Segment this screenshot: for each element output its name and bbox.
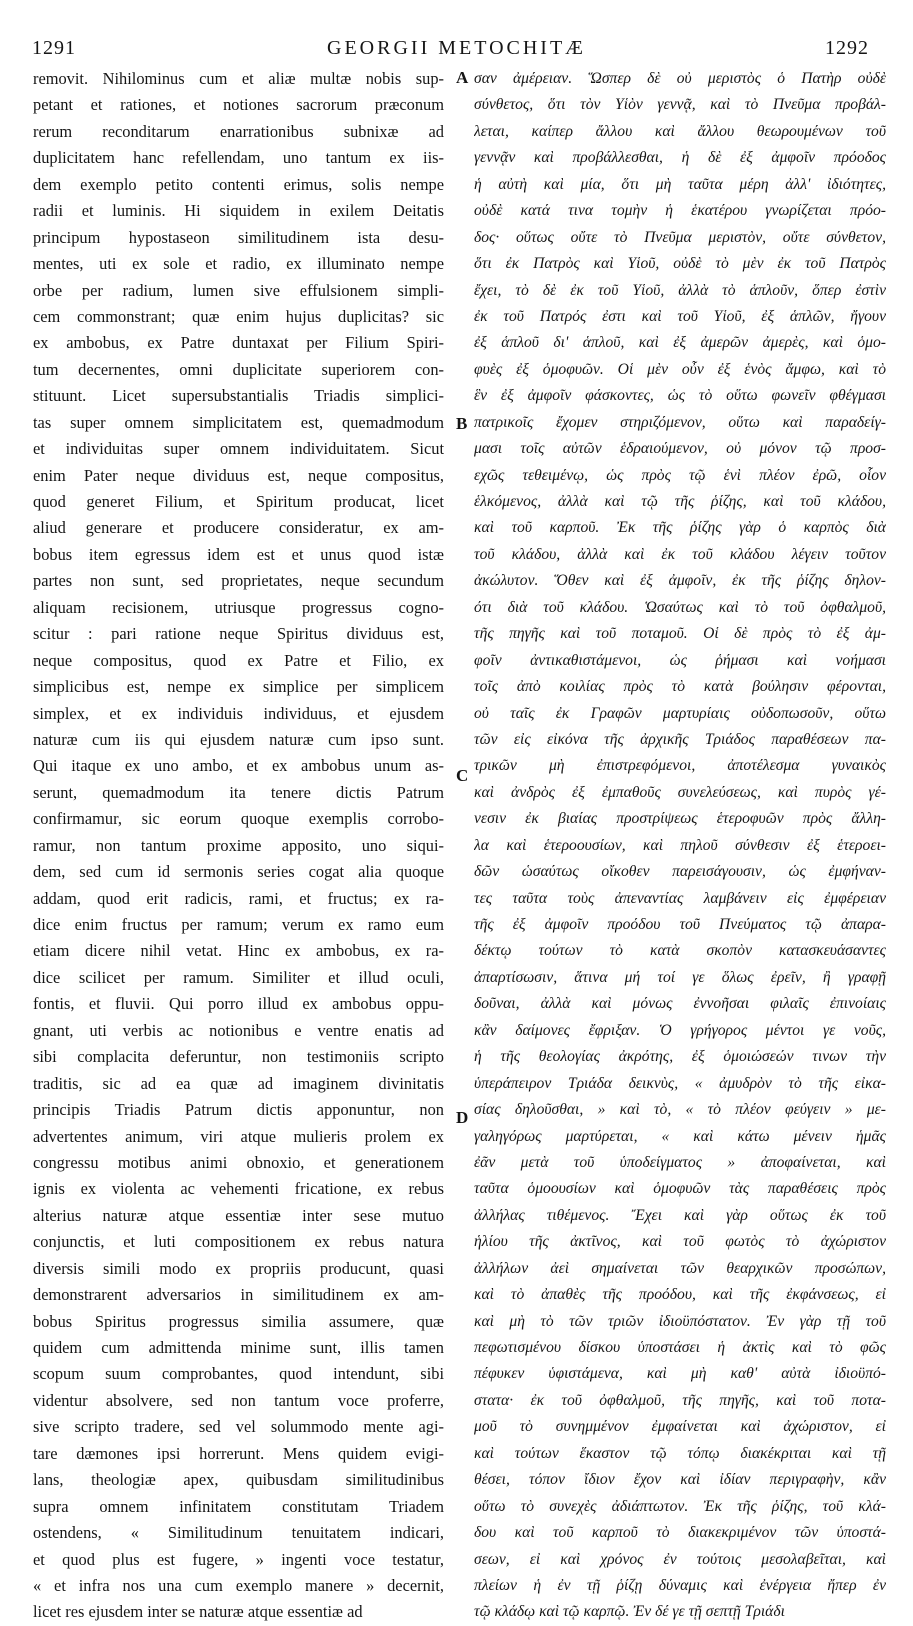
greek-text-line: ἡ τῆς θεολογίας ἀκρότης, ἐξ ὁμοιώσεών τινων τὴν xyxy=(474,1048,886,1066)
greek-text-line: κἂν δαίμονες ἔφριξαν. Ὁ γρήγορος μέντοι γε νοῦς, xyxy=(474,1021,886,1039)
greek-text-line: ἓν ἐξ ἀμφοῖν φάσκοντες, ὡς τὸ οὕτω φωνεῖν φθέγμασι xyxy=(474,387,886,405)
greek-text-line: ὑπεράπειρον Τριάδα δεικνὺς, « ἀμυδρὸν τὸ τῆς εἰκα- xyxy=(474,1074,886,1092)
running-title: GEORGII METOCHITÆ xyxy=(327,37,586,59)
latin-text-line: enim Pater neque dividuus est, neque compositus, xyxy=(33,465,444,485)
greek-text-line: τοῖς ἀπὸ κοιλίας πρὸς τὸ κατὰ βούλησιν φέρονται, xyxy=(474,678,886,696)
greek-text-line: ταῦτα ὁμοουσίων καὶ ὁμοφυῶν τὰς παραθέσεις πρὸς xyxy=(474,1180,886,1198)
greek-text-line: πατρικοῖς ἔχομεν στηριζόμενον, οὕτω καὶ παραδείγ- xyxy=(474,413,886,431)
page-number: 1291 xyxy=(32,37,76,59)
latin-text-line: mentes, uti ex sole et radio, ex illuminato nempe xyxy=(33,254,444,274)
greek-text-line: καὶ μὴ τὸ τῶν τριῶν ἰδιοϋπόστατον. Ἐν γὰρ τῇ τοῦ xyxy=(474,1312,886,1330)
greek-text-line: σύνθετος, ὅτι τὸν Υἱὸν γεννᾷ, καὶ τὸ Πνεῦμα προβάλ- xyxy=(474,96,886,114)
latin-text-line: simplicibus est, nempe ex simplice per simplicem xyxy=(33,677,444,697)
greek-text-line: δου καὶ τοῦ καρποῦ τὸ διακεκριμένον τῶν ὑποστά- xyxy=(474,1524,886,1542)
latin-column xyxy=(33,66,444,1626)
greek-text-line: μοῦ τὸ συνημμένον ἐμφαίνεται καὶ ἀχώριστον, εἰ xyxy=(474,1418,886,1436)
greek-column xyxy=(474,66,886,1626)
greek-text-line: πλείων ἡ ἐν τῇ ῥίζῃ δύναμις καὶ ἐνέργεια ἤπερ ἐν xyxy=(474,1576,886,1594)
greek-text-line: ἀλλήλων ἀεὶ σημαίνεται τῶν θεαρχικῶν προσώπων, xyxy=(474,1259,886,1277)
latin-text-line: lans, theologiæ apex, quibusdam similitudinibus xyxy=(33,1470,444,1490)
greek-text-line: ἀπαρτίσωσιν, ἅτινα μή τοί γε ὅλως ἐρεῖν, ἢ γραφῇ xyxy=(474,968,886,986)
greek-text-line: τῶν εἰς εἰκόνα τῆς ἀρχικῆς Τριάδος παραθέσεων πα- xyxy=(474,730,886,748)
greek-text-line: ἀλλήλας τιθέμενος. Ἔχει καὶ γὰρ οὕτως ἐκ τοῦ xyxy=(474,1206,886,1224)
latin-text-line: supra omnem infinitatem constitutam Triadem xyxy=(33,1496,444,1516)
greek-text-line: τῷ κλάδῳ καὶ τῷ καρπῷ. Ἐν δέ γε τῇ σεπτῇ Τριάδι xyxy=(474,1603,785,1621)
greek-text-line: μασι τοῖς αὐτῶν ἑδραιούμενον, οὐ μόνον τῷ προσ- xyxy=(474,440,886,458)
greek-text-line: ἐκ τοῦ Πατρός ἐστι καὶ τοῦ Υἱοῦ, ἐξ ἁπλῶν, ἤγουν xyxy=(474,307,886,325)
greek-text-line: καὶ ἀνδρὸς ἐξ ἐμπαθοῦς συνελεύσεως, καὶ πυρὸς γέ- xyxy=(474,783,886,801)
greek-text-line: γαληγόρως μαρτύρεται, « καὶ κάτω μένειν ἡμᾶς xyxy=(474,1127,886,1145)
latin-text-line: naturæ cum iis qui ejusdem naturæ cum ipso sunt. xyxy=(33,729,444,749)
latin-text-line: ex ambobus, ex Patre duntaxat per Filium Spiri- xyxy=(33,333,444,353)
greek-text-line: θέσει, τόπον ἴδιον ἔχον καὶ ἰδίαν περιγραφὴν, κἂν xyxy=(474,1471,886,1489)
latin-text-line: congressu motibus animi obnoxio, et generationem xyxy=(33,1152,444,1172)
greek-text-line: οὐ ταῖς ἐκ Γραφῶν μαρτυρίαις οὐδοπωσοῦν, οὕτω xyxy=(474,704,886,722)
greek-text-line: σίας δηλοῦσθαι, » καὶ τὸ, « τὸ πλέον φεύγειν » με- xyxy=(474,1101,886,1119)
margin-letter-c: C xyxy=(456,766,469,785)
greek-text-line: ἀκώλυτον. Ὅθεν καὶ ἐξ ἀμφοῖν, ἐκ τῆς ῥίζης δηλον- xyxy=(474,572,886,590)
latin-text-line: alterius naturæ atque essentiæ inter sese mutuo xyxy=(33,1205,444,1225)
latin-text-line: videntur absolvere, sed non tantum voce proferre, xyxy=(33,1390,444,1410)
greek-text-line: οὐδὲ κατά τινα τομὴν ἡ ἑκατέρου γνωρίζεται πρόο- xyxy=(474,202,886,220)
latin-text-line: tare dæmones ipsi horrerunt. Mens quidem evigi- xyxy=(33,1443,444,1463)
greek-text-line: δῶν ὡσαύτως οἴκοθεν παρεισάγουσιν, ὡς ἐμφήναν- xyxy=(474,863,886,881)
latin-text-line: ignis ex violenta ac vehementi fricatione, ex rebus xyxy=(33,1179,444,1199)
latin-text-line: confirmamur, sic eorum quoque exemplis corrobo- xyxy=(33,809,444,829)
latin-text-line: dice scilicet per ramum. Similiter et illud oculi, xyxy=(33,967,444,987)
margin-letter-a: A xyxy=(456,68,469,87)
greek-text-line: λεται, καίπερ ἄλλου καὶ ἄλλου θεωρουμένων τοῦ xyxy=(474,122,886,140)
greek-text-line: ἑλκόμενος, ἀλλὰ καὶ τῷ τῆς ῥίζης, καὶ τοῦ κλάδου, xyxy=(474,493,886,510)
latin-text-line: Qui itaque ex uno ambo, et ex ambobus unum as- xyxy=(33,756,444,776)
latin-text-line: partes non sunt, sed proprietates, neque secundum xyxy=(33,571,444,591)
latin-text-line: rerum reconditarum enarrationibus subnixæ ad xyxy=(33,121,444,141)
latin-text-line: cem commonstrant; quæ enim hujus duplicitas? sic xyxy=(33,306,444,326)
greek-text-line: φυὲς ἐξ ὁμοφυῶν. Οἱ μὲν οὖν ἐξ ἑνὸς ἄμφω, καὶ τὸ xyxy=(474,360,886,378)
latin-text-line: gnant, uti verbis ac notionibus e ventre enatis ad xyxy=(33,1020,444,1040)
greek-text-line: τῆς πηγῆς καὶ τοῦ ποταμοῦ. Οἱ δὲ πρὸς τὸ ἐξ ἀμ- xyxy=(474,625,886,643)
latin-text-line: petant et rationes, et notiones sacrorum præconum xyxy=(33,95,444,115)
greek-text-line: καὶ τὸ ἀπαθὲς τῆς προόδου, καὶ τῆς ἐκφάνσεως, εἰ xyxy=(474,1286,886,1304)
greek-text-line: τῆς ἐξ ἀμφοῖν προόδου τοῦ Πνεύματος τῷ ἀπαρα- xyxy=(474,916,886,933)
latin-text-line: tas super omnem simplicitatem est, quemadmodum xyxy=(33,412,444,432)
latin-text-line: removit. Nihilominus cum et aliæ multæ nobis sup- xyxy=(33,69,444,88)
greek-text-line: λα καὶ ἑτεροουσίων, καὶ πηλοῦ σύνθεσιν ἐξ ἑτεροει- xyxy=(474,836,886,854)
greek-text-line: τοῦ κλάδου, ἀλλὰ καὶ ἐκ τοῦ κλάδου λέγειν τοῦτον xyxy=(474,545,886,563)
greek-text-line: δος· οὕτως οὔτε τὸ Πνεῦμα μεριστὸν, οὔτε σύνθετον, xyxy=(474,228,886,246)
greek-text-line: τρικῶν μὴ ἐπιστρεφόμενοι, ἀποτέλεσμα γυναικὸς xyxy=(474,757,886,775)
greek-text-line: εχῶς τεθειμένῳ, ὡς πρὸς τῷ ἑνὶ πλέον ἐρῶ, οἷον xyxy=(474,466,886,484)
latin-text-line: aliquam recisionem, utriusque progressus cogno- xyxy=(33,597,444,617)
latin-text-line: dem exemplo petito contenti erimus, solis nempe xyxy=(33,174,444,194)
latin-text-line: « et infra nos una cum exemplo manere » decernit, xyxy=(33,1575,444,1595)
latin-text-line: duplicitatem hanc refellendam, uno tantum ex iis- xyxy=(33,148,444,168)
greek-text-line: ἐᾶν μετὰ τοῦ ὑποδείγματος » ἀποφαίνεται, καὶ xyxy=(474,1153,886,1171)
latin-text-line: advertentes animum, viri atque mulieris prolem ex xyxy=(33,1126,444,1146)
greek-text-line: οὕτω τὸ συνεχὲς ἀδιάπτωτον. Ἐκ τῆς ῥίζης, τοῦ κλά- xyxy=(474,1497,886,1515)
latin-text-line: bobus Spiritus progressus similia assumere, quæ xyxy=(33,1311,444,1331)
latin-text-line: dem, sed cum id sermonis series cogat alia quoque xyxy=(33,862,444,882)
latin-text-line: dice enim fructus per ramum; verum ex ramo eum xyxy=(33,915,444,934)
latin-text-line: scitur : pari ratione neque Spiritus dividuus est, xyxy=(33,624,444,644)
greek-text-line: πέφυκεν ὑφιστάμενα, καὶ μὴ καθ' αὐτὰ ἰδιοϋπό- xyxy=(474,1365,886,1383)
latin-text-line: diversis simili modo ex propriis producunt, quasi xyxy=(33,1258,444,1278)
greek-text-line: γεννᾷν καὶ προβάλλεσθαι, ἡ δὲ ἐξ ἀμφοῖν πρόοδος xyxy=(474,149,886,167)
greek-text-line: σεων, εἰ καὶ χρόνος ἐν τούτοις μεσολαβεῖται, καὶ xyxy=(474,1550,886,1568)
latin-text-line: sibi complacita deferuntur, non testimoniis scripto xyxy=(33,1047,444,1067)
greek-text-line: δοῦναι, ἀλλὰ καὶ μόνως ἐννοῆσαι φιλαῖς ἐπινοίαις xyxy=(474,995,886,1013)
latin-text-line: traditis, sic ad ea quæ ad imaginem divinitatis xyxy=(33,1073,444,1093)
latin-text-line: addam, quod erit radicis, rami, et fructus; ex ra- xyxy=(33,888,444,908)
latin-text-line: stituunt. Licet supersubstantialis Triadis simplici- xyxy=(33,386,444,406)
latin-text-line: licet res ejusdem inter se naturæ atque essentiæ ad xyxy=(33,1602,363,1622)
latin-text-line: orbe per radium, lumen sive effulsionem simpli- xyxy=(33,280,444,300)
latin-text-line: demonstrarent adversarios in similitudinem ex am- xyxy=(33,1285,444,1305)
latin-text-line: ramur, non tantum proxime apposito, uno siqui- xyxy=(33,835,444,855)
latin-text-line: aliud generare et producere consideratur, ex am- xyxy=(33,518,444,538)
latin-text-line: et individuitas super omnem individuitatem. Sicut xyxy=(33,439,444,459)
latin-text-line: tum decernentes, omni duplicitate superiorem con- xyxy=(33,359,444,379)
greek-text-line: καὶ τούτων ἕκαστον τῷ τόπῳ διακέκριται καὶ τῇ xyxy=(474,1444,886,1462)
margin-letter-d: D xyxy=(456,1108,469,1127)
latin-text-line: bobus item egressus idem est et unus quod istæ xyxy=(33,544,444,564)
latin-text-line: sive scripto tradere, sed vel solummodo mente agi- xyxy=(33,1417,444,1437)
latin-text-line: fontis, et fluvii. Qui porro illud ex ambobus oppu- xyxy=(33,994,444,1014)
latin-text-line: ostendens, « Similitudinum tenuitatem indicari, xyxy=(33,1523,444,1543)
greek-text-line: δέκτῳ τούτων τὸ κατὰ σκοπὸν κατασκευάσαντες xyxy=(474,942,886,960)
greek-text-line: ἐξ ἁπλοῦ δι' ἁπλοῦ, καὶ ἐξ ἀμερῶν ἀμερὲς, καὶ ὁμο- xyxy=(474,334,886,352)
greek-text-line: στατα· ἐκ τοῦ ὀφθαλμοῦ, τῆς πηγῆς, καὶ τοῦ ποτα- xyxy=(474,1391,886,1409)
latin-text-line: etiam dicere nihil vetat. Hinc ex ambobus, ex ra- xyxy=(33,941,444,961)
latin-text-line: conjunctis, et luti compositionem ex rebus natura xyxy=(33,1232,444,1252)
greek-text-line: ἡλίου τῆς ἀκτῖνος, καὶ τοῦ φωτὸς τὸ ἀχώριστον xyxy=(474,1233,886,1251)
greek-text-line: καὶ τοῦ καρποῦ. Ἐκ τῆς ῥίζης γὰρ ὁ καρπὸς διὰ xyxy=(474,519,886,537)
greek-text-line: ὅτι ἐκ Πατρὸς καὶ Υἱοῦ, οὐδὲ τὸ μὲν ἐκ τοῦ Πατρὸς xyxy=(474,255,886,273)
latin-text-line: principum hypostaseon similitudinem ista desu- xyxy=(33,227,444,247)
column-number: 1292 xyxy=(825,37,869,59)
latin-text-line: radii et luminis. Hi siquidem in exilem Deitatis xyxy=(33,201,444,221)
latin-text-line: quod generet Filium, et Spiritum producat, licet xyxy=(33,492,444,511)
greek-text-line: ἡ αὐτὴ καὶ μία, ὅτι μὴ ταῦτα μέρη ἀλλ' ἰδιότητες, xyxy=(474,175,886,193)
latin-text-line: quidem cum admittenda minime sunt, illis tamen xyxy=(33,1338,444,1357)
latin-text-line: simplex, et ex individuis individuus, et ejusdem xyxy=(33,703,444,723)
greek-text-line: φοῖν ἀντικαθιστάμενοι, ὡς ῥήμασι καὶ νοήμασι xyxy=(474,651,886,669)
latin-text-line: neque compositus, quod ex Patre et Filio, ex xyxy=(33,650,444,670)
greek-text-line: τες ταῦτα τοὺς ἀπεναντίας λαμβάνειν εἰς ἐμφέρειαν xyxy=(474,889,886,907)
latin-text-line: et quod plus est fugere, » ingenti voce testatur, xyxy=(33,1549,444,1569)
latin-text-line: scopum suum comprobantes, quod intendunt, sibi xyxy=(33,1364,444,1384)
greek-text-line: ἔχει, τὸ δὲ ἐκ τοῦ Υἱοῦ, ἀλλὰ τὸ ἁπλοῦν, ὅπερ ἐστὶν xyxy=(474,281,886,299)
margin-letter-b: B xyxy=(456,414,468,433)
greek-text-line: νεσιν ἐκ βιαίας προστρίψεως ἑτεροφυῶν πρὸς ἄλλη- xyxy=(474,810,886,828)
greek-text-line: σαν ἀμέρειαν. Ὥσπερ δὲ οὐ μεριστὸς ὁ Πατὴρ οὐδὲ xyxy=(474,70,886,87)
greek-text-line: πεφωτισμένου δίσκου ὑποστάσει ἡ ἀκτὶς καὶ τὸ φῶς xyxy=(474,1339,886,1356)
latin-text-line: serunt, quemadmodum ita tenere dictis Patrum xyxy=(33,782,444,802)
greek-text-line: ότι διὰ τοῦ κλάδου. Ὡσαύτως καὶ τὸ τοῦ ὀφθαλμοῦ, xyxy=(474,598,886,616)
latin-text-line: principis Triadis Patrum dictis apponuntur, non xyxy=(33,1100,444,1120)
